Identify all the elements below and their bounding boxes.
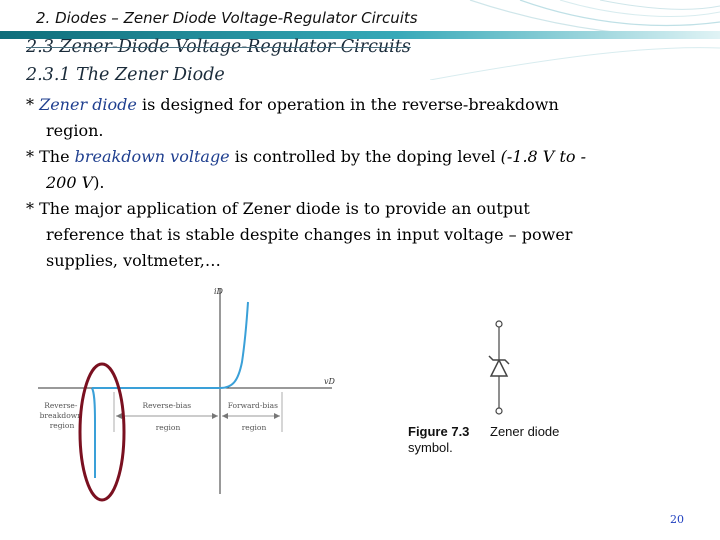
- region-label-breakdown-1: Reverse-: [44, 401, 78, 410]
- voltage-range-start: (-1.8 V to -: [500, 147, 586, 166]
- region-label-breakdown-2: breakdown: [39, 411, 83, 420]
- figure-number: Figure 7.3: [408, 424, 470, 439]
- bullet-marker: *: [26, 147, 40, 166]
- bullet-application: [26, 196, 636, 274]
- bullet-text: is controlled by the doping level: [229, 147, 501, 166]
- y-axis-label: iD: [214, 287, 223, 296]
- bullet-breakdown-voltage: [26, 144, 636, 196]
- region-label-forward-bias-2: region: [241, 423, 267, 432]
- bullet-marker: *: [26, 95, 40, 114]
- bullet-text-cont: reference that is stable despite changes in input voltage – power: [46, 225, 573, 244]
- diode-triangle: [491, 360, 507, 376]
- bullet-text-end: ).: [93, 173, 105, 192]
- region-label-reverse-bias-2: region: [155, 423, 181, 432]
- bullet-text: is designed for operation in the reverse-breakdown: [136, 95, 559, 114]
- region-label-breakdown-3: region: [49, 421, 75, 430]
- term-breakdown-voltage: breakdown voltage: [74, 147, 230, 166]
- subsection-title: 2.3.1 The Zener Diode: [26, 65, 225, 85]
- bullet-text: The major application of Zener diode is to provide an output: [39, 199, 530, 218]
- figure-caption-title: Zener diode: [490, 424, 560, 439]
- page-number: 20: [670, 513, 684, 526]
- bullet-marker: *: [26, 199, 40, 218]
- slide-header: 2. Diodes – Zener Diode Voltage-Regulator Circuits: [36, 9, 418, 27]
- zener-iv-characteristic: [32, 282, 342, 504]
- term-zener-diode: Zener diode: [39, 95, 137, 114]
- bullet-text-cont: supplies, voltmeter,…: [46, 251, 221, 270]
- x-axis-label: vD: [324, 377, 335, 386]
- bullet-text-cont: region.: [46, 121, 104, 140]
- region-label-reverse-bias-1: Reverse-bias: [142, 401, 192, 410]
- bullet-text: The: [39, 147, 75, 166]
- voltage-range-end: 200 V: [46, 173, 94, 192]
- bullet-zener-definition: [26, 92, 636, 144]
- figure-caption-rest: symbol.: [408, 440, 453, 455]
- figure-caption: [408, 424, 469, 456]
- region-label-forward-bias-1: Forward-bias: [227, 401, 278, 410]
- section-title: 2.3 Zener-Diode Voltage-Regulator Circuits: [26, 37, 411, 57]
